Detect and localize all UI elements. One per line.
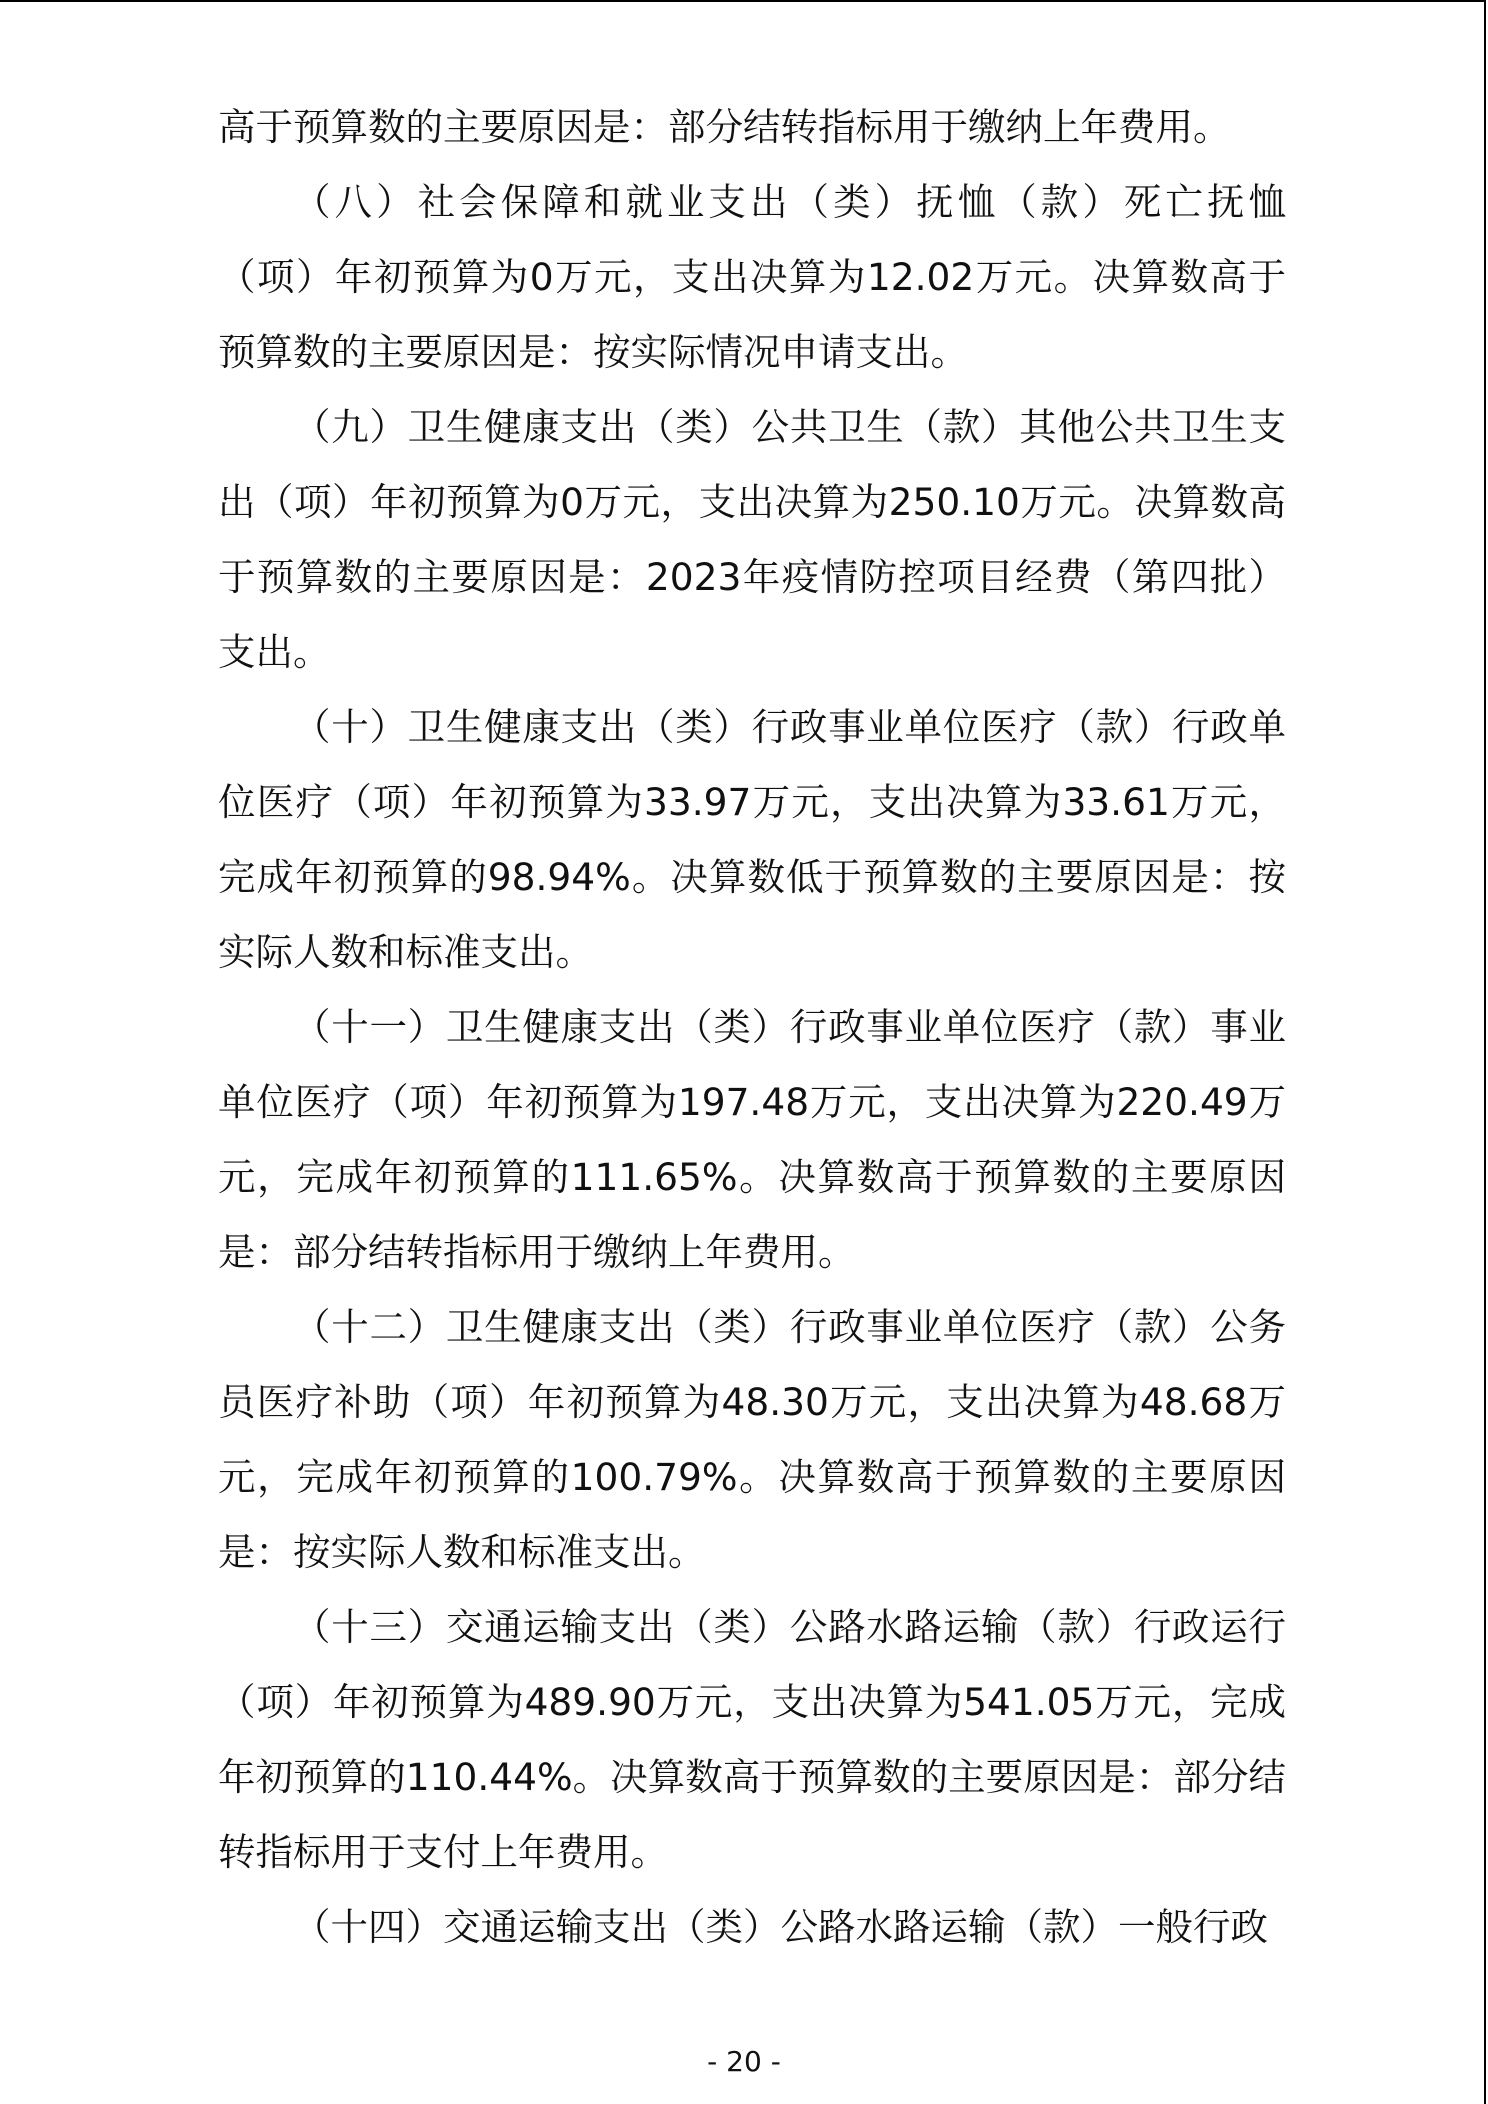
page-number: - 20 - xyxy=(707,2045,781,2078)
paragraph-item-8: （八）社会保障和就业支出（类）抚恤（款）死亡抚恤（项）年初预算为0万元，支出决算为12.02万元。决算数高于预算数的主要原因是：按实际情况申请支出。 xyxy=(218,180,1286,374)
document-body xyxy=(218,90,1286,1965)
paragraph-item-14: （十四）交通运输支出（类）公路水路运输（款）一般行政 xyxy=(293,1905,1268,1949)
paragraph-item-9: （九）卫生健康支出（类）公共卫生（款）其他公共卫生支出（项）年初预算为0万元，支出决算为250.10万元。决算数高于预算数的主要原因是：2023年疫情防控项目经费（第四批）支出。 xyxy=(218,405,1286,674)
paragraph-item-12: （十二）卫生健康支出（类）行政事业单位医疗（款）公务员医疗补助（项）年初预算为48.30万元，支出决算为48.68万元，完成年初预算的100.79%。决算数高于预算数的主要原因是：按实际人数和标准支出。 xyxy=(218,1305,1286,1574)
paragraph-item-10: （十）卫生健康支出（类）行政事业单位医疗（款）行政单位医疗（项）年初预算为33.97万元，支出决算为33.61万元，完成年初预算的98.94%。决算数低于预算数的主要原因是：按实际人数和标准支出。 xyxy=(218,705,1286,974)
paragraph-continuation: 高于预算数的主要原因是：部分结转指标用于缴纳上年费用。 xyxy=(218,105,1231,149)
paragraph-item-13: （十三）交通运输支出（类）公路水路运输（款）行政运行（项）年初预算为489.90万元，支出决算为541.05万元，完成年初预算的110.44%。决算数高于预算数的主要原因是：部分结转指标用于支付上年费用。 xyxy=(218,1605,1286,1874)
paragraph-item-11: （十一）卫生健康支出（类）行政事业单位医疗（款）事业单位医疗（项）年初预算为197.48万元，支出决算为220.49万元，完成年初预算的111.65%。决算数高于预算数的主要原因是：部分结转指标用于缴纳上年费用。 xyxy=(218,1005,1286,1274)
